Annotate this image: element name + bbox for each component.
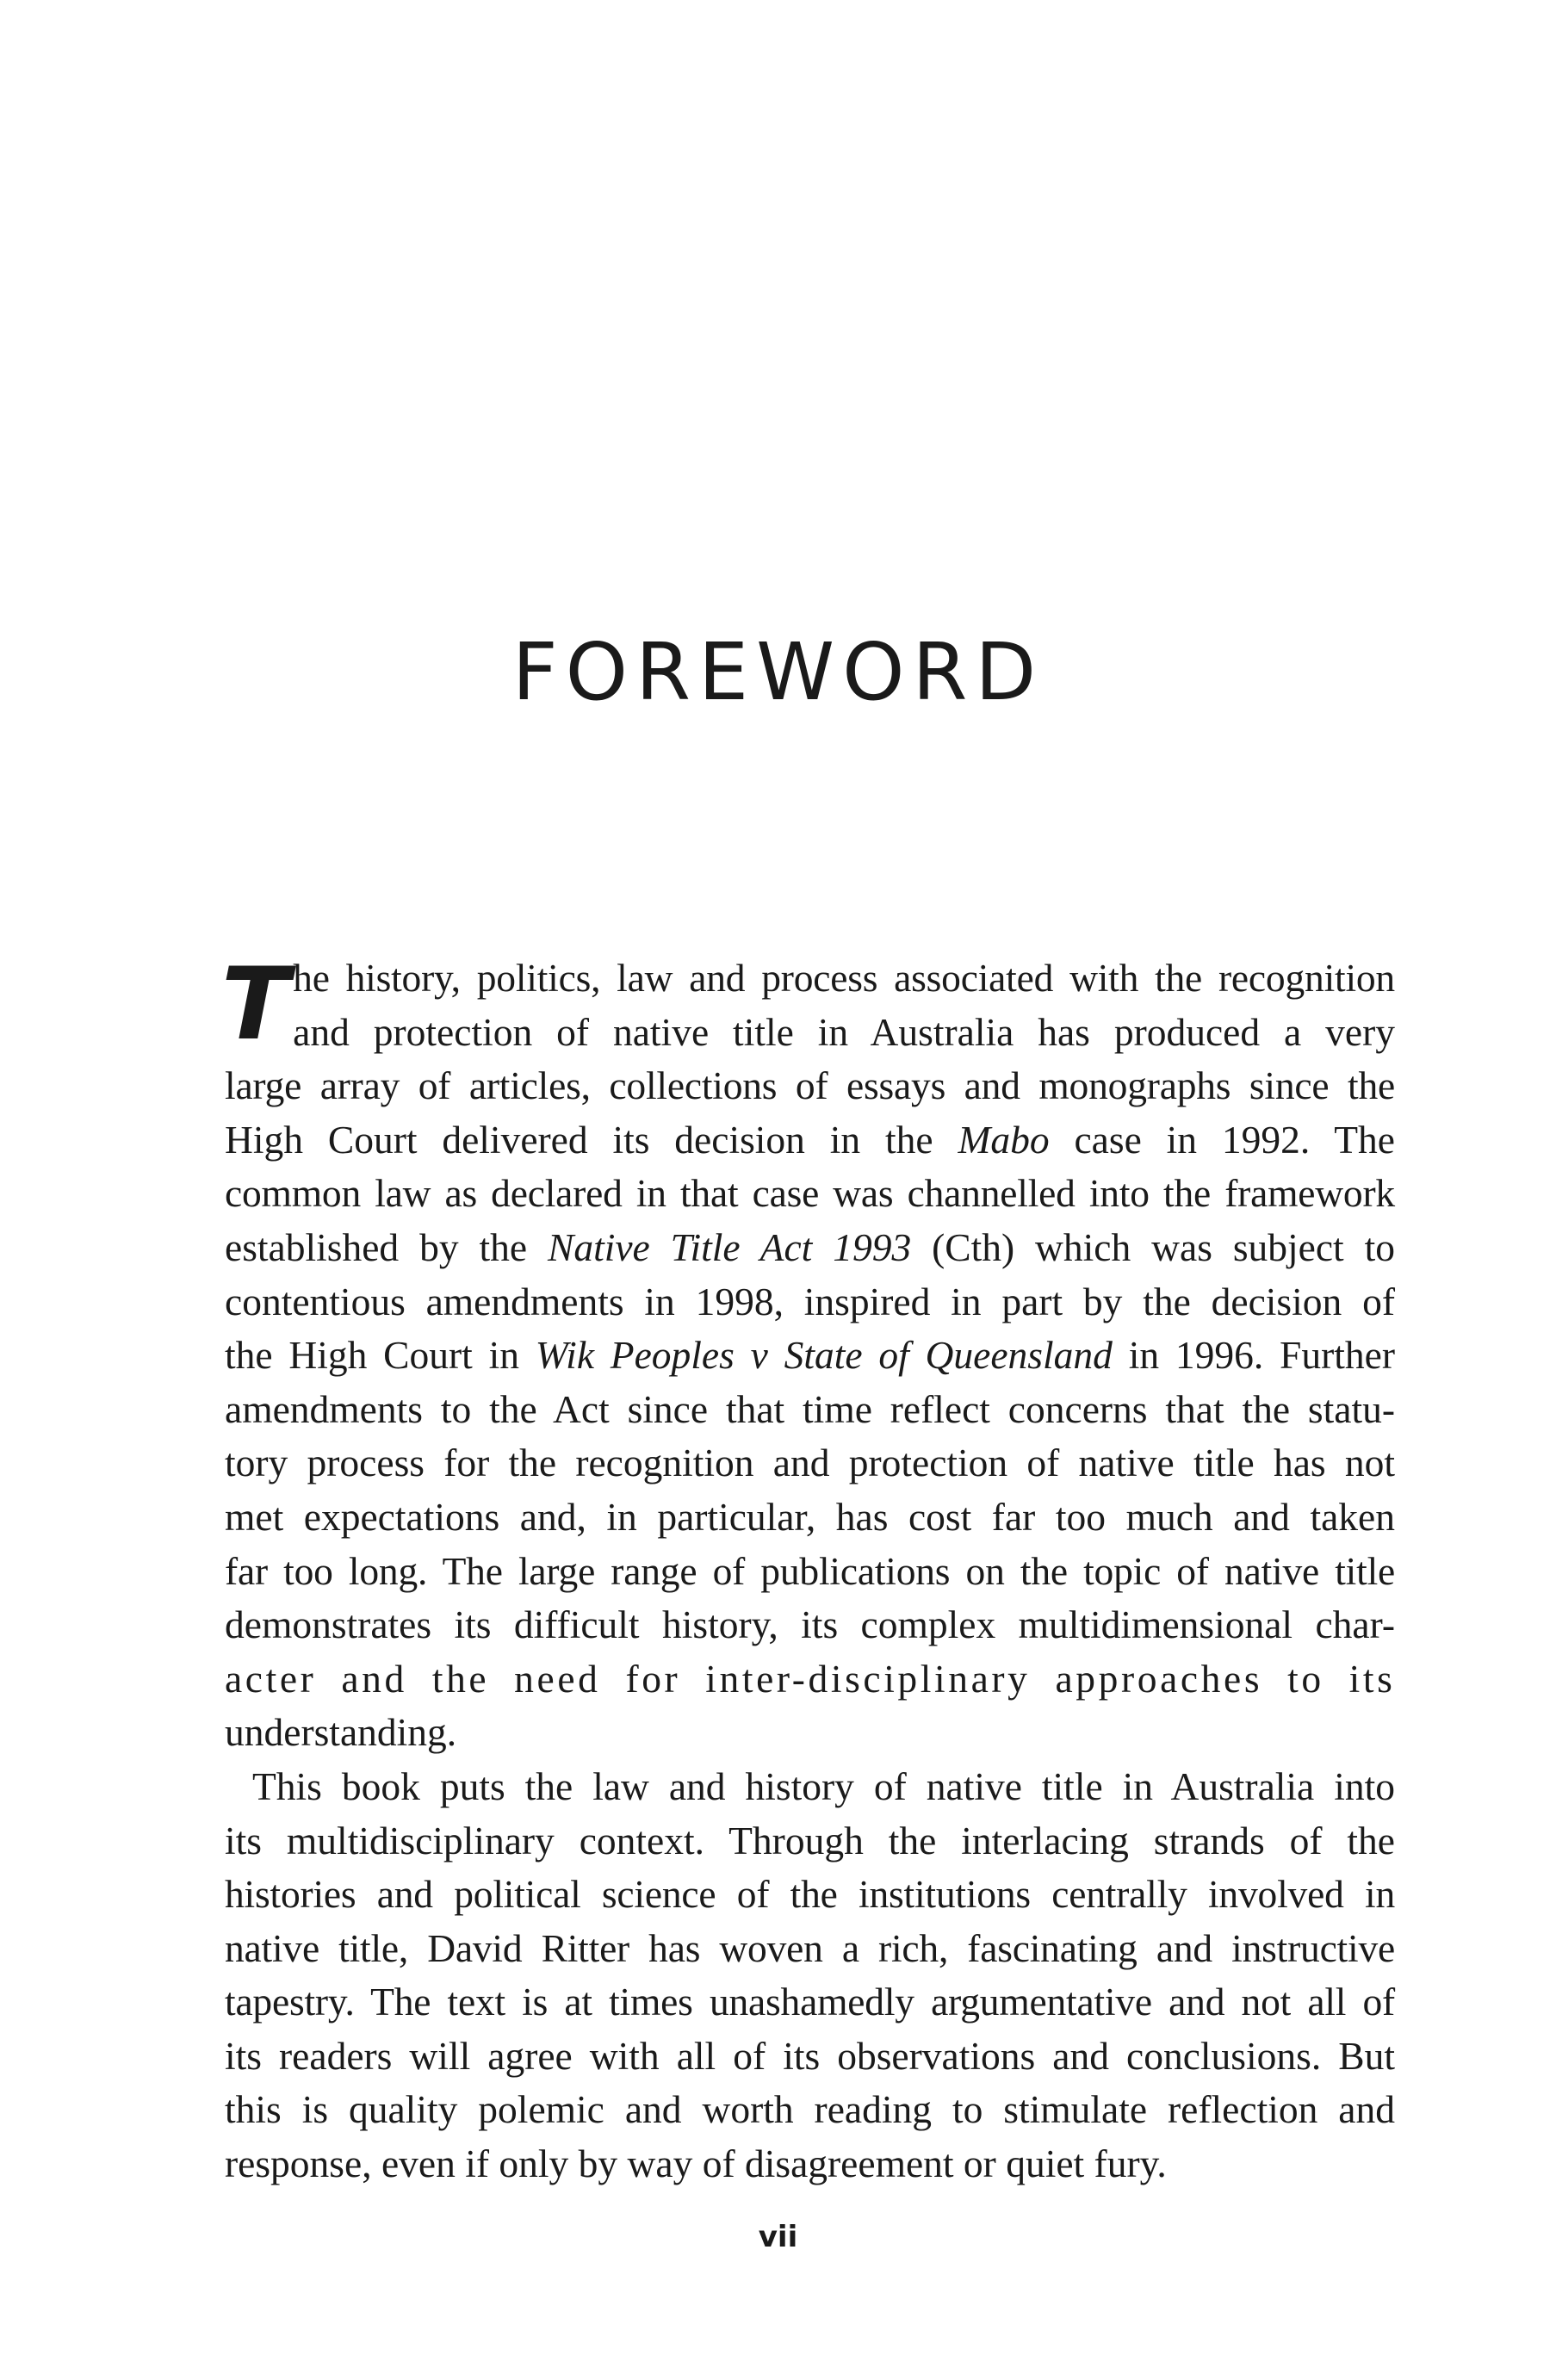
page-number: vii — [758, 2220, 798, 2254]
text-line: its readers will agree with all of its observations and conclusions. But — [225, 2033, 1395, 2078]
text-line: This book puts the law and history of native title in Australia into — [252, 1763, 1395, 1808]
paragraph-2 — [225, 1760, 1395, 2191]
paragraph-1 — [221, 946, 1396, 1760]
text-line: this is quality polemic and worth reading to stimulate reflection and — [225, 2087, 1395, 2132]
text-line: demonstrates its difficult history, its complex multidimensional char- — [225, 1602, 1395, 1647]
text-line: acter and the need for inter-disciplinary approaches to its — [225, 1656, 1396, 1701]
chapter-heading: FOREWORD — [511, 626, 1045, 718]
text-line: its multidisciplinary context. Through the interlacing strands of the — [225, 1818, 1395, 1862]
text-line: native title, David Ritter has woven a rich, fascinating and instructive — [225, 1925, 1395, 1970]
text-line: and protection of native title in Australia has produced a very — [293, 1009, 1395, 1054]
foreword-body — [221, 946, 1396, 2191]
text-line: High Court delivered its decision in the Mabo case in 1992. The — [225, 1117, 1395, 1162]
case-name-mabo: Mabo — [958, 1117, 1050, 1162]
text-line: he history, politics, law and process associated with the recognition — [293, 956, 1395, 1000]
text-line: common law as declared in that case was channelled into the framework — [225, 1171, 1395, 1216]
text-line: the High Court in Wik Peoples v State of Queensland in 1996. Further — [225, 1333, 1395, 1378]
text-line: response, even if only by way of disagreement or quiet fury. — [225, 2141, 1167, 2186]
text-line: established by the Native Title Act 1993 (Cth) which was subject to — [225, 1224, 1395, 1269]
text-line: amendments to the Act since that time reflect concerns that the statu- — [225, 1386, 1395, 1431]
text-line: tapestry. The text is at times unashamedly argumentative and not all of — [225, 1980, 1395, 2024]
case-name-wik: Wik Peoples v State of Queensland — [535, 1333, 1113, 1378]
text-line: contentious amendments in 1998, inspired in part by the decision of — [225, 1279, 1395, 1323]
text-line: met expectations and, in particular, has cost far too much and taken — [225, 1494, 1395, 1539]
drop-cap: T — [221, 946, 290, 1063]
text-line: tory process for the recognition and protection of native title has not — [225, 1441, 1395, 1485]
text-line: large array of articles, collections of essays and monographs since the — [225, 1063, 1395, 1108]
text-line: histories and political science of the institutions centrally involved in — [225, 1872, 1395, 1917]
text-line: understanding. — [225, 1710, 457, 1755]
act-title: Native Title Act 1993 — [547, 1224, 912, 1269]
text-line: far too long. The large range of publications on the topic of native title — [225, 1548, 1395, 1593]
